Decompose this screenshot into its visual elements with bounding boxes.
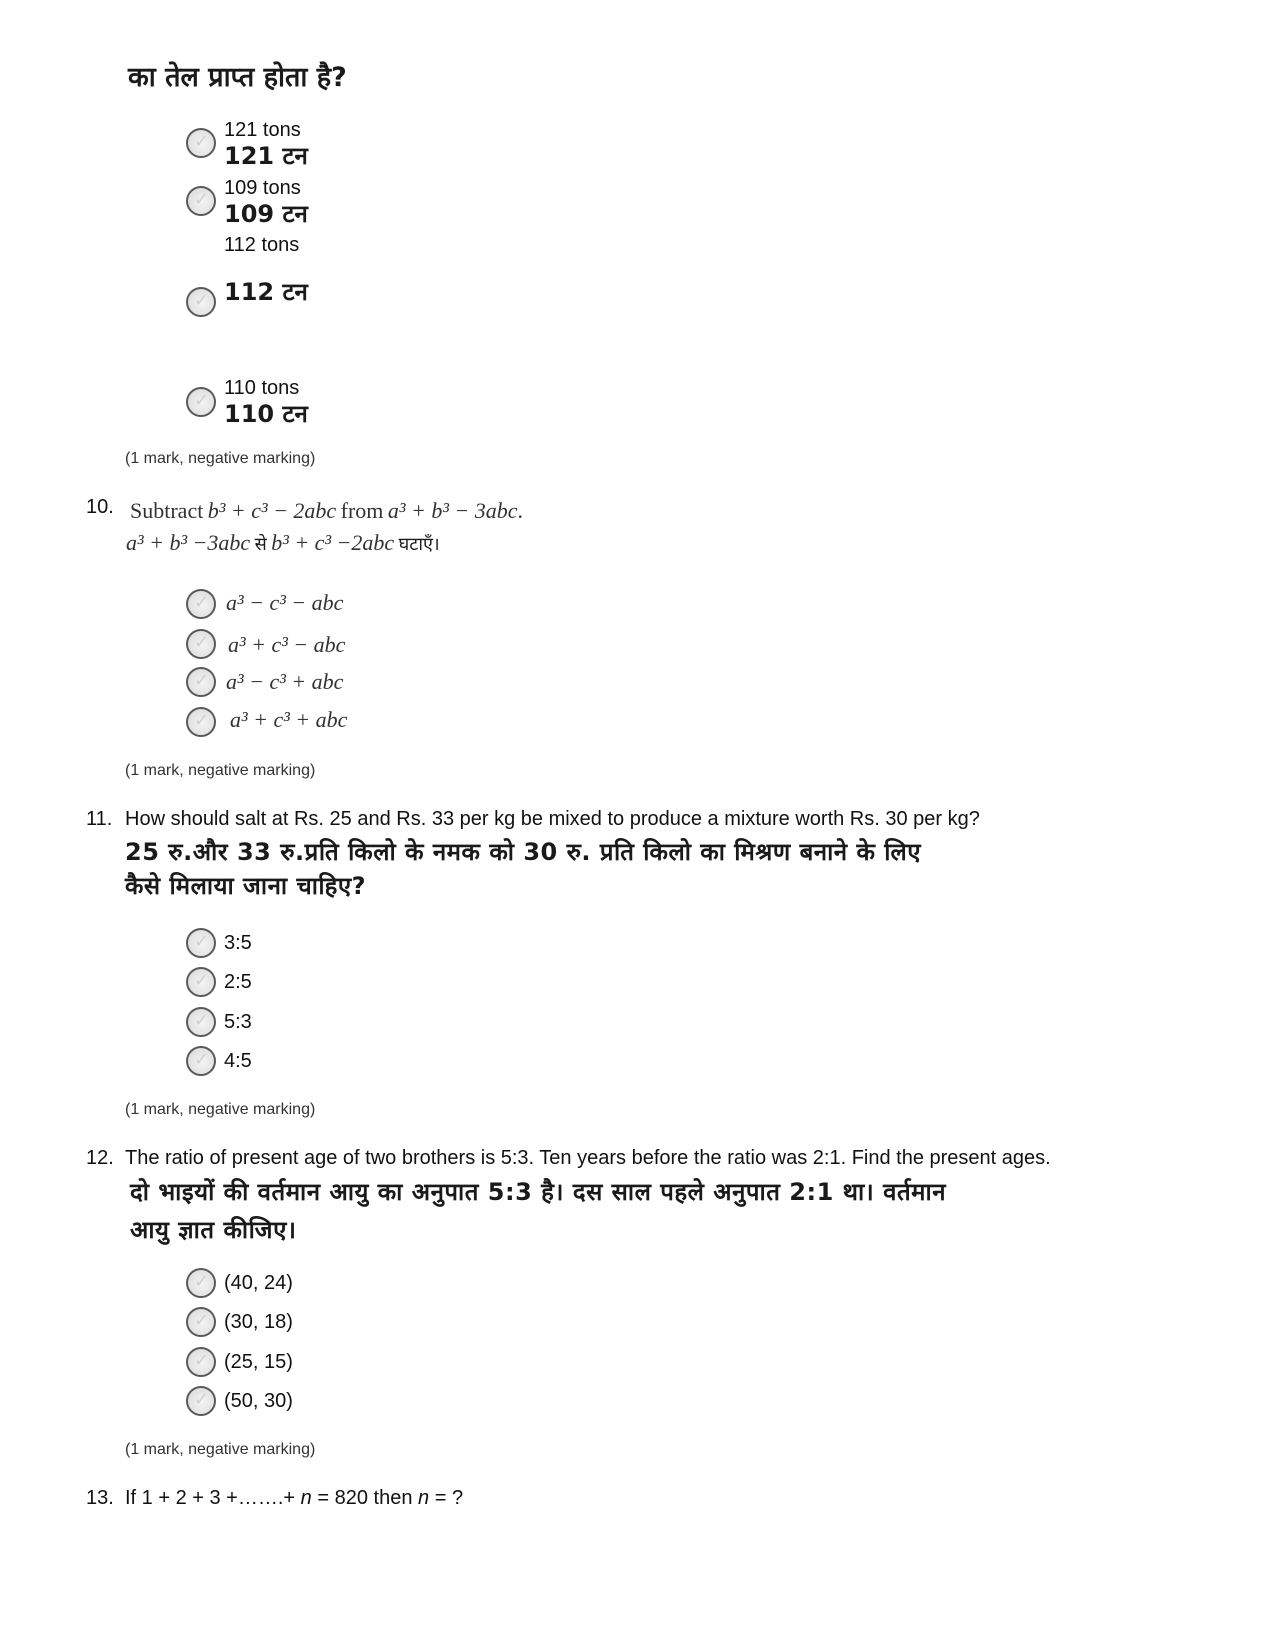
q11-option-2-radio[interactable] <box>186 967 216 997</box>
q11-hindi-line-2: कैसे मिलाया जाना चाहिए? <box>125 872 367 900</box>
q9-option-2-hi: 109 टन <box>224 200 308 228</box>
q9-option-2-en: 109 tons <box>224 177 301 199</box>
q11-option-2: 2:5 <box>224 971 252 993</box>
q11-number: 11. <box>86 808 113 830</box>
q11-text: How should salt at Rs. 25 and Rs. 33 per kg be mixed to produce a mixture worth Rs. 30 per kg? <box>125 808 980 830</box>
q11-option-1-radio[interactable] <box>186 928 216 958</box>
q10-english-line <box>130 498 523 524</box>
q13-text-mid: = 820 then <box>317 1487 413 1509</box>
q11-option-3: 5:3 <box>224 1011 252 1033</box>
q12-option-3: (25, 15) <box>224 1351 293 1373</box>
q11-option-4-radio[interactable] <box>186 1046 216 1076</box>
q9-option-1-en: 121 tons <box>224 119 301 141</box>
q13-var-n-2: n <box>418 1487 430 1509</box>
q9-option-4-radio[interactable] <box>186 387 216 417</box>
q13-text-post: = ? <box>434 1487 464 1509</box>
q10-expr-2: a³ + b³ − 3abc <box>387 498 518 523</box>
q10-option-4: a³ + c³ + abc <box>230 707 348 732</box>
q10-marks-note: (1 mark, negative marking) <box>125 762 316 779</box>
q12-marks-note: (1 mark, negative marking) <box>125 1441 316 1458</box>
q12-option-2: (30, 18) <box>224 1311 293 1333</box>
q12-hindi-line-1: दो भाइयों की वर्तमान आयु का अनुपात 5:3 है। दस साल पहले अनुपात 2:1 था। वर्तमान <box>130 1178 947 1206</box>
q10-subtract-word: Subtract <box>130 498 204 523</box>
q10-option-1: a³ − c³ − abc <box>226 590 344 615</box>
q9-marks-note: (1 mark, negative marking) <box>125 450 316 467</box>
q13-number: 13. <box>86 1487 114 1509</box>
q9-option-3-en: 112 tons <box>224 234 300 256</box>
q10-option-3: a³ − c³ + abc <box>226 669 344 694</box>
q12-text: The ratio of present age of two brothers is 5:3. Ten years before the ratio was 2:1. Find the present ages. <box>125 1147 1051 1169</box>
q13-text <box>125 1487 463 1510</box>
q10-period: . <box>517 498 524 523</box>
q9-option-2-radio[interactable] <box>186 186 216 216</box>
q11-marks-note: (1 mark, negative marking) <box>125 1101 316 1118</box>
q11-option-4: 4:5 <box>224 1050 252 1072</box>
q10-hi-se: से <box>254 534 267 555</box>
q10-number: 10. <box>86 496 114 518</box>
q12-option-4-radio[interactable] <box>186 1386 216 1416</box>
q10-hindi-line <box>126 530 440 556</box>
q9-option-1-radio[interactable] <box>186 128 216 158</box>
q12-hindi-line-2: आयु ज्ञात कीजिए। <box>130 1216 297 1244</box>
q12-option-1: (40, 24) <box>224 1272 293 1294</box>
q12-option-2-radio[interactable] <box>186 1307 216 1337</box>
q9-option-3-hi: 112 टन <box>224 278 308 306</box>
q10-option-2-radio[interactable] <box>186 629 216 659</box>
q10-from-word: from <box>340 498 384 523</box>
q10-option-4-radio[interactable] <box>186 707 216 737</box>
q12-option-1-radio[interactable] <box>186 1268 216 1298</box>
q10-option-2: a³ + c³ − abc <box>228 632 346 657</box>
q10-hi-verb: घटाएँ। <box>398 534 440 555</box>
q13-text-pre: If 1 + 2 + 3 +…….+ <box>125 1487 296 1509</box>
q11-hindi-line-1: 25 रु.और 33 रु.प्रति किलो के नमक को 30 रु. प्रति किलो का मिश्रण बनाने के लिए <box>125 838 922 866</box>
q10-hi-expr-2: b³ + c³ −2abc <box>271 530 395 555</box>
q9-option-1-hi: 121 टन <box>224 142 308 170</box>
q9-option-3-radio[interactable] <box>186 287 216 317</box>
q13-var-n: n <box>300 1487 312 1509</box>
q9-hindi-tail: का तेल प्राप्त होता है? <box>128 62 347 93</box>
q11-option-3-radio[interactable] <box>186 1007 216 1037</box>
q10-option-3-radio[interactable] <box>186 667 216 697</box>
q12-number: 12. <box>86 1147 114 1169</box>
q10-hi-expr-1: a³ + b³ −3abc <box>126 530 251 555</box>
q12-option-3-radio[interactable] <box>186 1347 216 1377</box>
q9-option-4-en: 110 tons <box>224 377 300 399</box>
q10-option-1-radio[interactable] <box>186 589 216 619</box>
q11-option-1: 3:5 <box>224 932 252 954</box>
q12-option-4: (50, 30) <box>224 1390 293 1412</box>
q10-expr-1: b³ + c³ − 2abc <box>207 498 337 523</box>
q9-option-4-hi: 110 टन <box>224 400 308 428</box>
